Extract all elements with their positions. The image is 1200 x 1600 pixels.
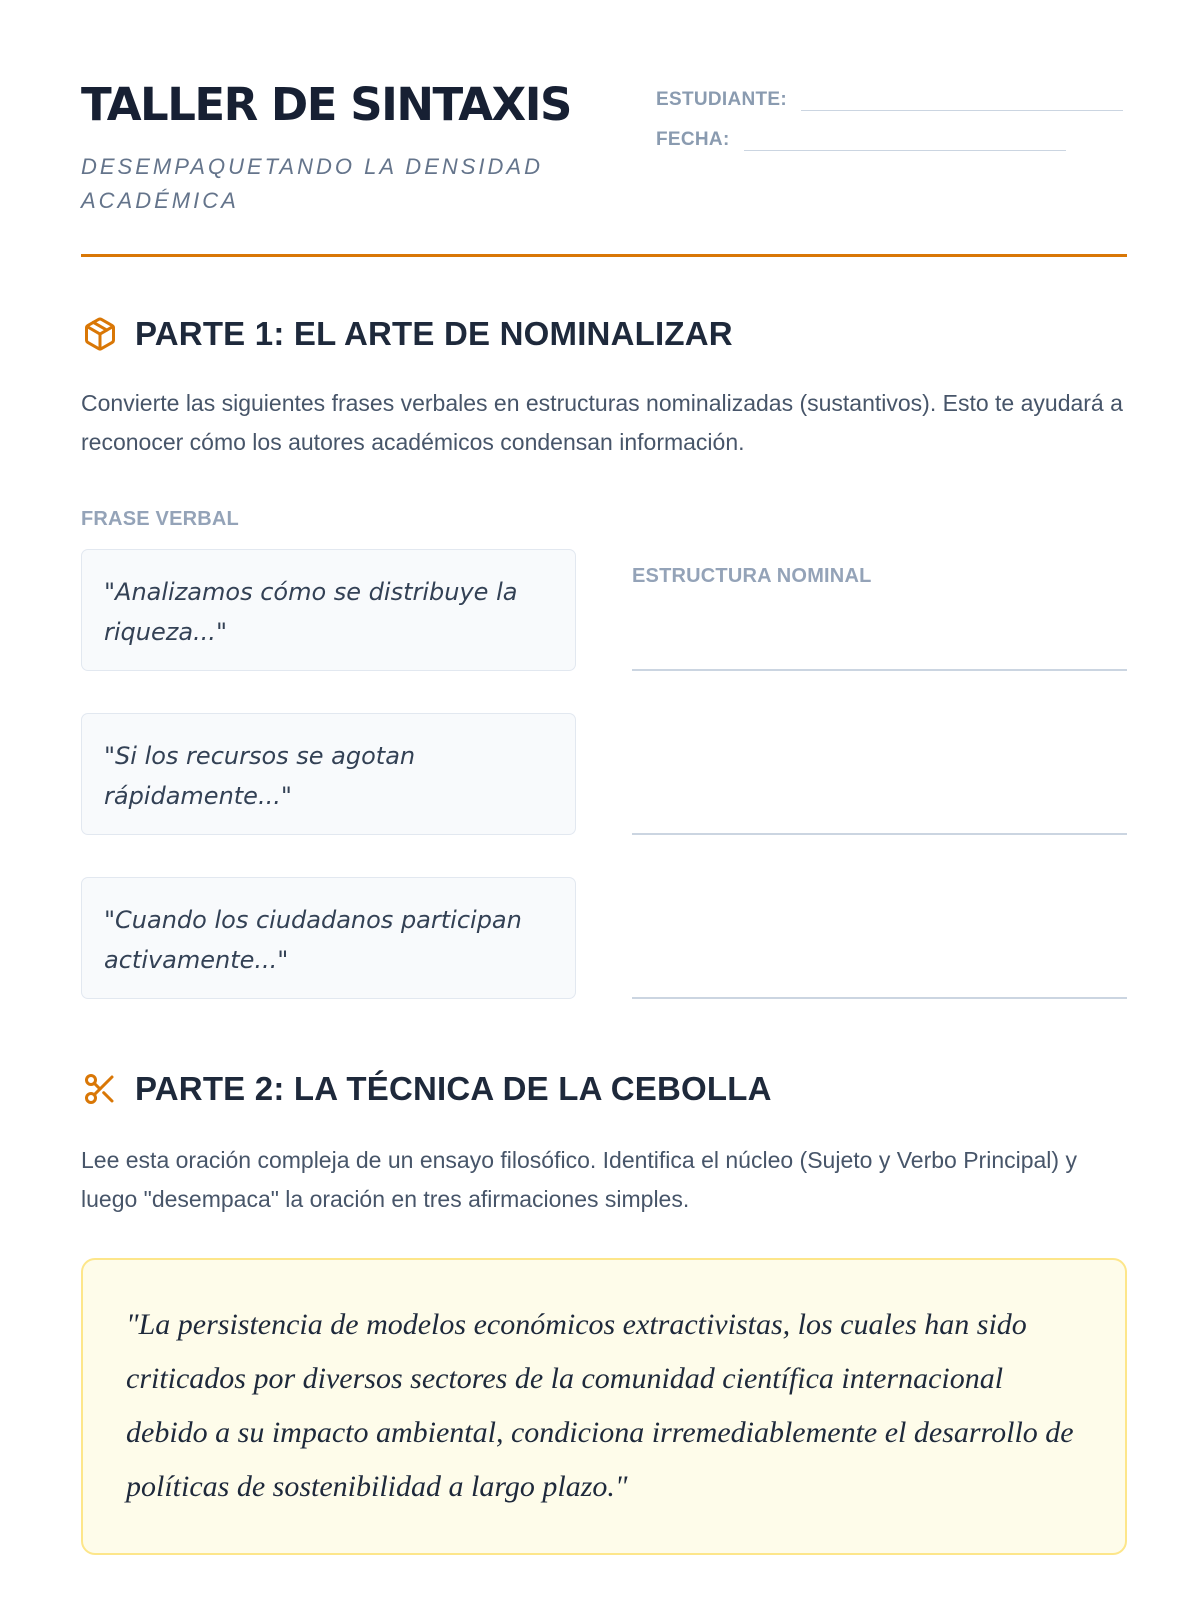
- header-divider: [81, 254, 1127, 257]
- date-input-line[interactable]: [744, 128, 1066, 151]
- page-subtitle: DESEMPAQUETANDO LA DENSIDAD ACADÉMICA: [81, 154, 543, 213]
- student-field: [656, 88, 1123, 111]
- nominal-answer-line-2[interactable]: [632, 833, 1127, 835]
- page-title: TALLER DE SINTAXIS: [81, 78, 571, 131]
- part1-heading: [81, 315, 733, 353]
- part2-instructions: Lee esta oración compleja de un ensayo filosófico. Identifica el núcleo (Sujeto y Verbo Principal) y luego "desempaca" la oración en tres afirmaciones simples.: [81, 1147, 1077, 1212]
- verbal-column-label: FRASE VERBAL: [81, 508, 239, 530]
- package-icon: [81, 315, 119, 353]
- verbal-phrase-3: "Cuando los ciudadanos participan activamente...": [81, 877, 576, 999]
- date-field: [656, 128, 1066, 151]
- header: [81, 80, 1127, 258]
- part2-title: PARTE 2: LA TÉCNICA DE LA CEBOLLA: [135, 1070, 772, 1107]
- part1-instructions: Convierte las siguientes frases verbales en estructuras nominalizadas (sustantivos). Esto te ayudará a reconocer cómo los autores académicos condensan información.: [81, 390, 1123, 455]
- part2-heading: [81, 1070, 772, 1108]
- complex-sentence-quote: "La persistencia de modelos económicos extractivistas, los cuales han sido criticados por diversos sectores de la comunidad científica internacional debido a su impacto ambiental, condiciona irremediablemente el desarrollo de políticas de sostenibilidad a largo plazo.": [126, 1308, 1074, 1503]
- verbal-phrase-1: "Analizamos cómo se distribuye la riqueza...": [81, 549, 576, 671]
- student-label: ESTUDIANTE:: [656, 89, 788, 110]
- part1-title: PARTE 1: EL ARTE DE NOMINALIZAR: [135, 315, 733, 352]
- complex-sentence-box: [81, 1258, 1127, 1555]
- verbal-phrase-2: "Si los recursos se agotan rápidamente...": [81, 713, 576, 835]
- nominal-answer-line-3[interactable]: [632, 997, 1127, 999]
- nominal-column-label: ESTRUCTURA NOMINAL: [632, 565, 872, 587]
- nominal-answer-line-1[interactable]: [632, 669, 1127, 671]
- scissors-icon: [81, 1070, 119, 1108]
- student-input-line[interactable]: [801, 88, 1123, 111]
- date-label: FECHA:: [656, 129, 730, 150]
